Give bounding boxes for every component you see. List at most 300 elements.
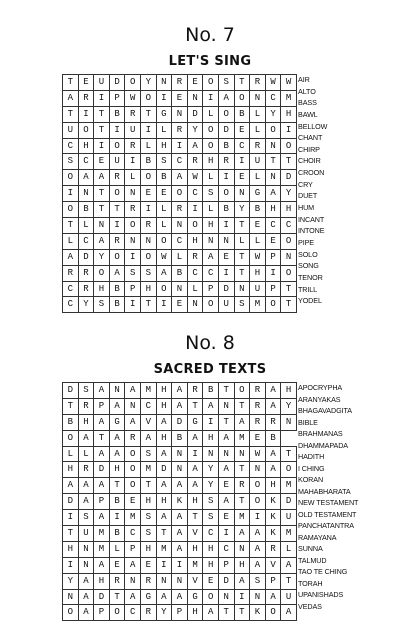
grid-cell: R bbox=[234, 478, 250, 494]
grid-cell: B bbox=[109, 526, 125, 542]
grid-cell: N bbox=[172, 573, 188, 589]
word-list-item: BELLOW bbox=[298, 121, 328, 131]
grid-row bbox=[63, 75, 297, 91]
grid-cell: V bbox=[265, 557, 281, 573]
grid-cell: C bbox=[234, 138, 250, 154]
grid-cell: A bbox=[78, 170, 94, 186]
grid-row bbox=[63, 154, 297, 170]
grid-cell: D bbox=[63, 494, 79, 510]
grid-cell: E bbox=[94, 154, 110, 170]
grid-cell: I bbox=[63, 510, 79, 526]
grid-row bbox=[63, 573, 297, 589]
grid-cell: R bbox=[109, 233, 125, 249]
grid-cell: A bbox=[203, 398, 219, 414]
word-list-item: HUM bbox=[298, 203, 315, 213]
grid-cell: A bbox=[234, 414, 250, 430]
grid-cell: R bbox=[250, 383, 266, 399]
grid-cell: W bbox=[156, 249, 172, 265]
grid-row bbox=[63, 494, 297, 510]
grid-cell: I bbox=[125, 154, 141, 170]
grid-cell: D bbox=[218, 573, 234, 589]
grid-cell: P bbox=[109, 90, 125, 106]
word-list bbox=[298, 382, 358, 612]
grid-cell: O bbox=[203, 75, 219, 91]
grid-cell: E bbox=[187, 75, 203, 91]
grid-cell: S bbox=[203, 494, 219, 510]
grid-cell: N bbox=[250, 90, 266, 106]
grid-cell: H bbox=[156, 383, 172, 399]
grid-cell: N bbox=[125, 573, 141, 589]
grid-cell: O bbox=[125, 462, 141, 478]
grid-cell: N bbox=[234, 541, 250, 557]
grid-cell: H bbox=[203, 557, 219, 573]
grid-cell: R bbox=[250, 414, 266, 430]
grid-cell: L bbox=[250, 122, 266, 138]
grid-cell: H bbox=[187, 541, 203, 557]
grid-cell: U bbox=[281, 589, 297, 605]
grid-cell: I bbox=[94, 138, 110, 154]
grid-row bbox=[63, 398, 297, 414]
grid-cell: N bbox=[234, 446, 250, 462]
grid-cell: A bbox=[172, 541, 188, 557]
grid-cell: W bbox=[125, 90, 141, 106]
grid-cell: A bbox=[234, 526, 250, 542]
grid-cell: U bbox=[250, 154, 266, 170]
grid-cell: O bbox=[187, 218, 203, 234]
grid-cell: B bbox=[109, 297, 125, 313]
grid-cell: D bbox=[172, 414, 188, 430]
grid-cell: G bbox=[187, 414, 203, 430]
grid-cell: T bbox=[218, 605, 234, 621]
grid-cell: A bbox=[218, 494, 234, 510]
grid-cell: T bbox=[234, 462, 250, 478]
word-list-item: TENOR bbox=[298, 272, 323, 282]
grid-cell: H bbox=[187, 605, 203, 621]
grid-cell: A bbox=[63, 90, 79, 106]
grid-cell: O bbox=[281, 265, 297, 281]
grid-cell: U bbox=[63, 122, 79, 138]
grid-cell: A bbox=[218, 90, 234, 106]
grid-cell: N bbox=[187, 297, 203, 313]
grid-cell: O bbox=[281, 462, 297, 478]
grid-cell: N bbox=[265, 170, 281, 186]
grid-cell: R bbox=[172, 75, 188, 91]
grid-cell: R bbox=[250, 75, 266, 91]
grid-cell: O bbox=[125, 75, 141, 91]
grid-cell: N bbox=[234, 186, 250, 202]
grid-cell: H bbox=[265, 478, 281, 494]
grid-cell: E bbox=[203, 573, 219, 589]
grid-cell: L bbox=[125, 170, 141, 186]
grid-cell: E bbox=[234, 122, 250, 138]
grid-cell: I bbox=[218, 526, 234, 542]
grid-row bbox=[63, 218, 297, 234]
grid-cell: K bbox=[265, 526, 281, 542]
grid-cell: R bbox=[187, 383, 203, 399]
grid-cell: Y bbox=[156, 605, 172, 621]
grid-cell: L bbox=[172, 249, 188, 265]
grid-cell: R bbox=[78, 398, 94, 414]
grid-cell: L bbox=[156, 202, 172, 218]
grid-cell: M bbox=[125, 510, 141, 526]
puzzle-theme: LET'S SING bbox=[168, 54, 252, 69]
grid-cell: N bbox=[94, 218, 110, 234]
grid-cell: A bbox=[265, 383, 281, 399]
grid-cell: O bbox=[218, 106, 234, 122]
grid-cell: S bbox=[156, 154, 172, 170]
grid-cell: S bbox=[94, 297, 110, 313]
grid-cell: T bbox=[140, 478, 156, 494]
grid-cell: A bbox=[265, 462, 281, 478]
grid-cell: C bbox=[172, 233, 188, 249]
grid-cell: I bbox=[63, 557, 79, 573]
grid-cell: B bbox=[218, 202, 234, 218]
grid-cell: O bbox=[203, 297, 219, 313]
grid-cell: R bbox=[109, 573, 125, 589]
grid-cell: A bbox=[250, 557, 266, 573]
grid-cell: I bbox=[63, 186, 79, 202]
grid-cell: A bbox=[125, 383, 141, 399]
word-list-item: SONG bbox=[298, 261, 319, 271]
grid-row bbox=[63, 170, 297, 186]
grid-cell: O bbox=[140, 90, 156, 106]
grid-cell: A bbox=[218, 462, 234, 478]
word-list-item: TAO TE CHING bbox=[298, 567, 348, 576]
grid-cell: P bbox=[265, 573, 281, 589]
grid-cell: C bbox=[203, 265, 219, 281]
grid-cell: U bbox=[109, 154, 125, 170]
grid-cell: I bbox=[109, 218, 125, 234]
grid-cell: A bbox=[250, 526, 266, 542]
grid-cell: T bbox=[218, 383, 234, 399]
grid-cell: H bbox=[187, 233, 203, 249]
grid-cell: T bbox=[156, 526, 172, 542]
grid-row bbox=[63, 478, 297, 494]
grid-cell: A bbox=[187, 462, 203, 478]
grid-cell: S bbox=[125, 265, 141, 281]
grid-cell: O bbox=[203, 589, 219, 605]
grid-cell: B bbox=[218, 138, 234, 154]
word-list-item: CRY bbox=[298, 179, 313, 189]
grid-cell: O bbox=[140, 249, 156, 265]
grid-cell: T bbox=[218, 414, 234, 430]
word-list-item: I CHING bbox=[298, 463, 325, 473]
grid-cell: T bbox=[234, 605, 250, 621]
word-list-item: OLD TESTAMENT bbox=[298, 509, 357, 519]
grid-cell: G bbox=[156, 106, 172, 122]
grid-cell: A bbox=[109, 398, 125, 414]
grid-cell: N bbox=[78, 557, 94, 573]
grid-cell: H bbox=[156, 430, 172, 446]
grid-cell: D bbox=[78, 249, 94, 265]
grid-cell: N bbox=[203, 233, 219, 249]
word-list-item: NEW TESTAMENT bbox=[298, 498, 359, 507]
grid-cell: N bbox=[281, 414, 297, 430]
grid-cell: N bbox=[125, 233, 141, 249]
grid-cell: O bbox=[203, 138, 219, 154]
grid-cell: T bbox=[187, 510, 203, 526]
grid-cell: C bbox=[125, 526, 141, 542]
grid-cell: I bbox=[203, 414, 219, 430]
grid-row bbox=[63, 202, 297, 218]
grid-cell: A bbox=[63, 478, 79, 494]
grid-cell: T bbox=[109, 589, 125, 605]
grid-cell: E bbox=[250, 218, 266, 234]
grid-cell: P bbox=[125, 541, 141, 557]
grid-cell: N bbox=[250, 589, 266, 605]
grid-cell: N bbox=[78, 541, 94, 557]
grid-cell: N bbox=[172, 281, 188, 297]
grid-cell: I bbox=[156, 90, 172, 106]
grid-row bbox=[63, 249, 297, 265]
grid-cell: O bbox=[63, 170, 79, 186]
grid-cell: T bbox=[63, 398, 79, 414]
grid-cell: Y bbox=[281, 186, 297, 202]
grid-cell: T bbox=[281, 281, 297, 297]
grid-cell: I bbox=[172, 138, 188, 154]
grid-cell: L bbox=[203, 170, 219, 186]
grid-cell: R bbox=[250, 138, 266, 154]
grid-cell: L bbox=[187, 281, 203, 297]
grid-cell: M bbox=[140, 383, 156, 399]
grid-cell: O bbox=[281, 233, 297, 249]
grid-cell: P bbox=[265, 249, 281, 265]
word-list-item: CHIRP bbox=[298, 144, 320, 154]
word-list-item: UPANISHADS bbox=[298, 590, 344, 599]
grid-row bbox=[63, 446, 297, 462]
grid-cell: H bbox=[203, 541, 219, 557]
grid-cell: T bbox=[94, 106, 110, 122]
grid-cell: N bbox=[250, 462, 266, 478]
grid-cell: C bbox=[172, 154, 188, 170]
puzzle-number: No. 7 bbox=[185, 24, 235, 46]
grid-cell: B bbox=[63, 414, 79, 430]
word-list-item: TRILL bbox=[298, 284, 318, 294]
grid-cell: O bbox=[125, 218, 141, 234]
grid-cell: B bbox=[203, 383, 219, 399]
grid-cell: R bbox=[63, 265, 79, 281]
grid-cell: A bbox=[109, 265, 125, 281]
grid-cell: H bbox=[94, 281, 110, 297]
grid-cell: T bbox=[63, 75, 79, 91]
word-list-item: AIR bbox=[298, 75, 310, 84]
grid-cell: O bbox=[125, 478, 141, 494]
grid-cell: H bbox=[250, 265, 266, 281]
grid-cell: I bbox=[265, 265, 281, 281]
grid-cell: W bbox=[265, 75, 281, 91]
grid-cell: E bbox=[140, 557, 156, 573]
grid-cell: C bbox=[63, 297, 79, 313]
grid-cell: L bbox=[281, 541, 297, 557]
word-list-item: HADITH bbox=[298, 452, 325, 461]
grid-cell: M bbox=[234, 430, 250, 446]
grid-cell: A bbox=[187, 430, 203, 446]
grid-cell: Y bbox=[78, 297, 94, 313]
grid-cell: D bbox=[63, 383, 79, 399]
grid-cell: E bbox=[218, 510, 234, 526]
grid-cell: R bbox=[265, 414, 281, 430]
grid-cell: S bbox=[63, 154, 79, 170]
word-list-item: TORAH bbox=[298, 578, 323, 588]
grid-cell: S bbox=[234, 297, 250, 313]
grid-cell: B bbox=[109, 281, 125, 297]
grid-cell: I bbox=[156, 297, 172, 313]
grid-cell: A bbox=[125, 414, 141, 430]
grid-cell: N bbox=[218, 398, 234, 414]
grid-cell: O bbox=[94, 265, 110, 281]
grid-cell: O bbox=[281, 138, 297, 154]
grid-cell: D bbox=[281, 494, 297, 510]
word-list-item: CROON bbox=[298, 168, 325, 178]
grid-cell: A bbox=[156, 414, 172, 430]
grid-cell: D bbox=[187, 106, 203, 122]
grid-cell: H bbox=[265, 202, 281, 218]
grid-row bbox=[63, 281, 297, 297]
grid-cell: A bbox=[125, 589, 141, 605]
grid-cell: M bbox=[94, 526, 110, 542]
grid-cell: T bbox=[281, 154, 297, 170]
grid-cell: A bbox=[109, 430, 125, 446]
word-list-item: ALTO bbox=[298, 86, 316, 96]
grid-cell: U bbox=[94, 75, 110, 91]
grid-cell: C bbox=[63, 281, 79, 297]
grid-cell: I bbox=[140, 122, 156, 138]
grid-cell: A bbox=[218, 430, 234, 446]
grid-cell: H bbox=[109, 462, 125, 478]
grid-cell: A bbox=[78, 430, 94, 446]
grid-cell: A bbox=[250, 541, 266, 557]
word-list-item: BRAHMANAS bbox=[298, 429, 343, 438]
grid-cell: R bbox=[218, 154, 234, 170]
grid-cell: V bbox=[187, 526, 203, 542]
word-list-item: PANCHATANTRA bbox=[298, 521, 354, 530]
word-list-item: BHAGAVADGITA bbox=[298, 406, 352, 415]
grid-cell: U bbox=[281, 510, 297, 526]
grid-cell: B bbox=[156, 170, 172, 186]
grid-cell: A bbox=[187, 478, 203, 494]
grid-cell: A bbox=[172, 510, 188, 526]
grid-cell: B bbox=[78, 202, 94, 218]
grid-cell: I bbox=[187, 202, 203, 218]
grid-cell: I bbox=[125, 297, 141, 313]
grid-row bbox=[63, 383, 297, 399]
grid-cell: O bbox=[234, 90, 250, 106]
grid-row bbox=[63, 414, 297, 430]
grid-cell: G bbox=[140, 589, 156, 605]
grid-cell: S bbox=[250, 573, 266, 589]
grid-cell: R bbox=[78, 462, 94, 478]
grid-cell: C bbox=[187, 186, 203, 202]
grid-cell: T bbox=[234, 218, 250, 234]
grid-cell: H bbox=[78, 138, 94, 154]
grid-cell: D bbox=[281, 170, 297, 186]
grid-cell: T bbox=[94, 186, 110, 202]
grid-cell: A bbox=[94, 557, 110, 573]
grid-cell: A bbox=[172, 383, 188, 399]
grid-cell: H bbox=[140, 541, 156, 557]
grid-cell: L bbox=[250, 170, 266, 186]
grid-cell: R bbox=[125, 138, 141, 154]
puzzle-theme: SACRED TEXTS bbox=[153, 362, 267, 377]
grid-cell: O bbox=[63, 605, 79, 621]
grid-cell: H bbox=[78, 414, 94, 430]
grid-cell: R bbox=[172, 202, 188, 218]
grid-cell: H bbox=[187, 494, 203, 510]
grid-cell: A bbox=[63, 249, 79, 265]
grid-cell: E bbox=[218, 478, 234, 494]
grid-cell: W bbox=[281, 75, 297, 91]
grid-cell: N bbox=[234, 281, 250, 297]
grid-cell: A bbox=[265, 398, 281, 414]
grid-cell: P bbox=[218, 557, 234, 573]
grid-cell: A bbox=[265, 186, 281, 202]
grid-row bbox=[63, 233, 297, 249]
grid-cell: L bbox=[78, 218, 94, 234]
grid-cell: T bbox=[265, 154, 281, 170]
word-list-item: CHANT bbox=[298, 133, 323, 143]
grid-cell: R bbox=[78, 281, 94, 297]
grid-cell: A bbox=[203, 605, 219, 621]
grid-cell: O bbox=[109, 249, 125, 265]
grid-cell: L bbox=[203, 202, 219, 218]
grid-cell: T bbox=[140, 297, 156, 313]
grid-cell: S bbox=[203, 186, 219, 202]
grid-cell: N bbox=[125, 398, 141, 414]
grid-cell: O bbox=[63, 202, 79, 218]
grid-cell: L bbox=[156, 122, 172, 138]
grid-cell: T bbox=[234, 249, 250, 265]
grid-cell: O bbox=[78, 122, 94, 138]
grid-cell: I bbox=[218, 218, 234, 234]
word-list-item: SOLO bbox=[298, 249, 318, 259]
word-list-item: YODEL bbox=[298, 296, 322, 306]
grid-cell: L bbox=[140, 138, 156, 154]
grid-cell: A bbox=[94, 414, 110, 430]
grid-cell: I bbox=[78, 106, 94, 122]
grid-cell: B bbox=[250, 202, 266, 218]
grid-cell: O bbox=[109, 605, 125, 621]
grid-cell: N bbox=[218, 233, 234, 249]
grid-cell: R bbox=[125, 106, 141, 122]
grid-cell: O bbox=[125, 446, 141, 462]
grid-row bbox=[63, 430, 297, 446]
word-list-item: CHOIR bbox=[298, 156, 321, 166]
grid-cell: O bbox=[140, 170, 156, 186]
grid-cell: R bbox=[265, 541, 281, 557]
grid-cell: C bbox=[265, 90, 281, 106]
grid-cell: R bbox=[140, 218, 156, 234]
grid-cell: H bbox=[203, 154, 219, 170]
grid-cell: C bbox=[218, 541, 234, 557]
grid-cell: I bbox=[203, 90, 219, 106]
grid-cell: S bbox=[218, 75, 234, 91]
grid-cell: P bbox=[172, 605, 188, 621]
grid-cell: I bbox=[140, 202, 156, 218]
grid-cell: I bbox=[94, 90, 110, 106]
grid-row bbox=[63, 526, 297, 542]
grid-row bbox=[63, 106, 297, 122]
grid-cell: Y bbox=[203, 478, 219, 494]
grid-cell: E bbox=[109, 557, 125, 573]
grid-cell: T bbox=[234, 75, 250, 91]
letter-grid bbox=[62, 382, 297, 621]
grid-cell: H bbox=[281, 202, 297, 218]
grid-cell: L bbox=[63, 446, 79, 462]
grid-cell: I bbox=[187, 446, 203, 462]
grid-cell: N bbox=[172, 218, 188, 234]
grid-cell: A bbox=[94, 446, 110, 462]
grid-cell: I bbox=[234, 589, 250, 605]
